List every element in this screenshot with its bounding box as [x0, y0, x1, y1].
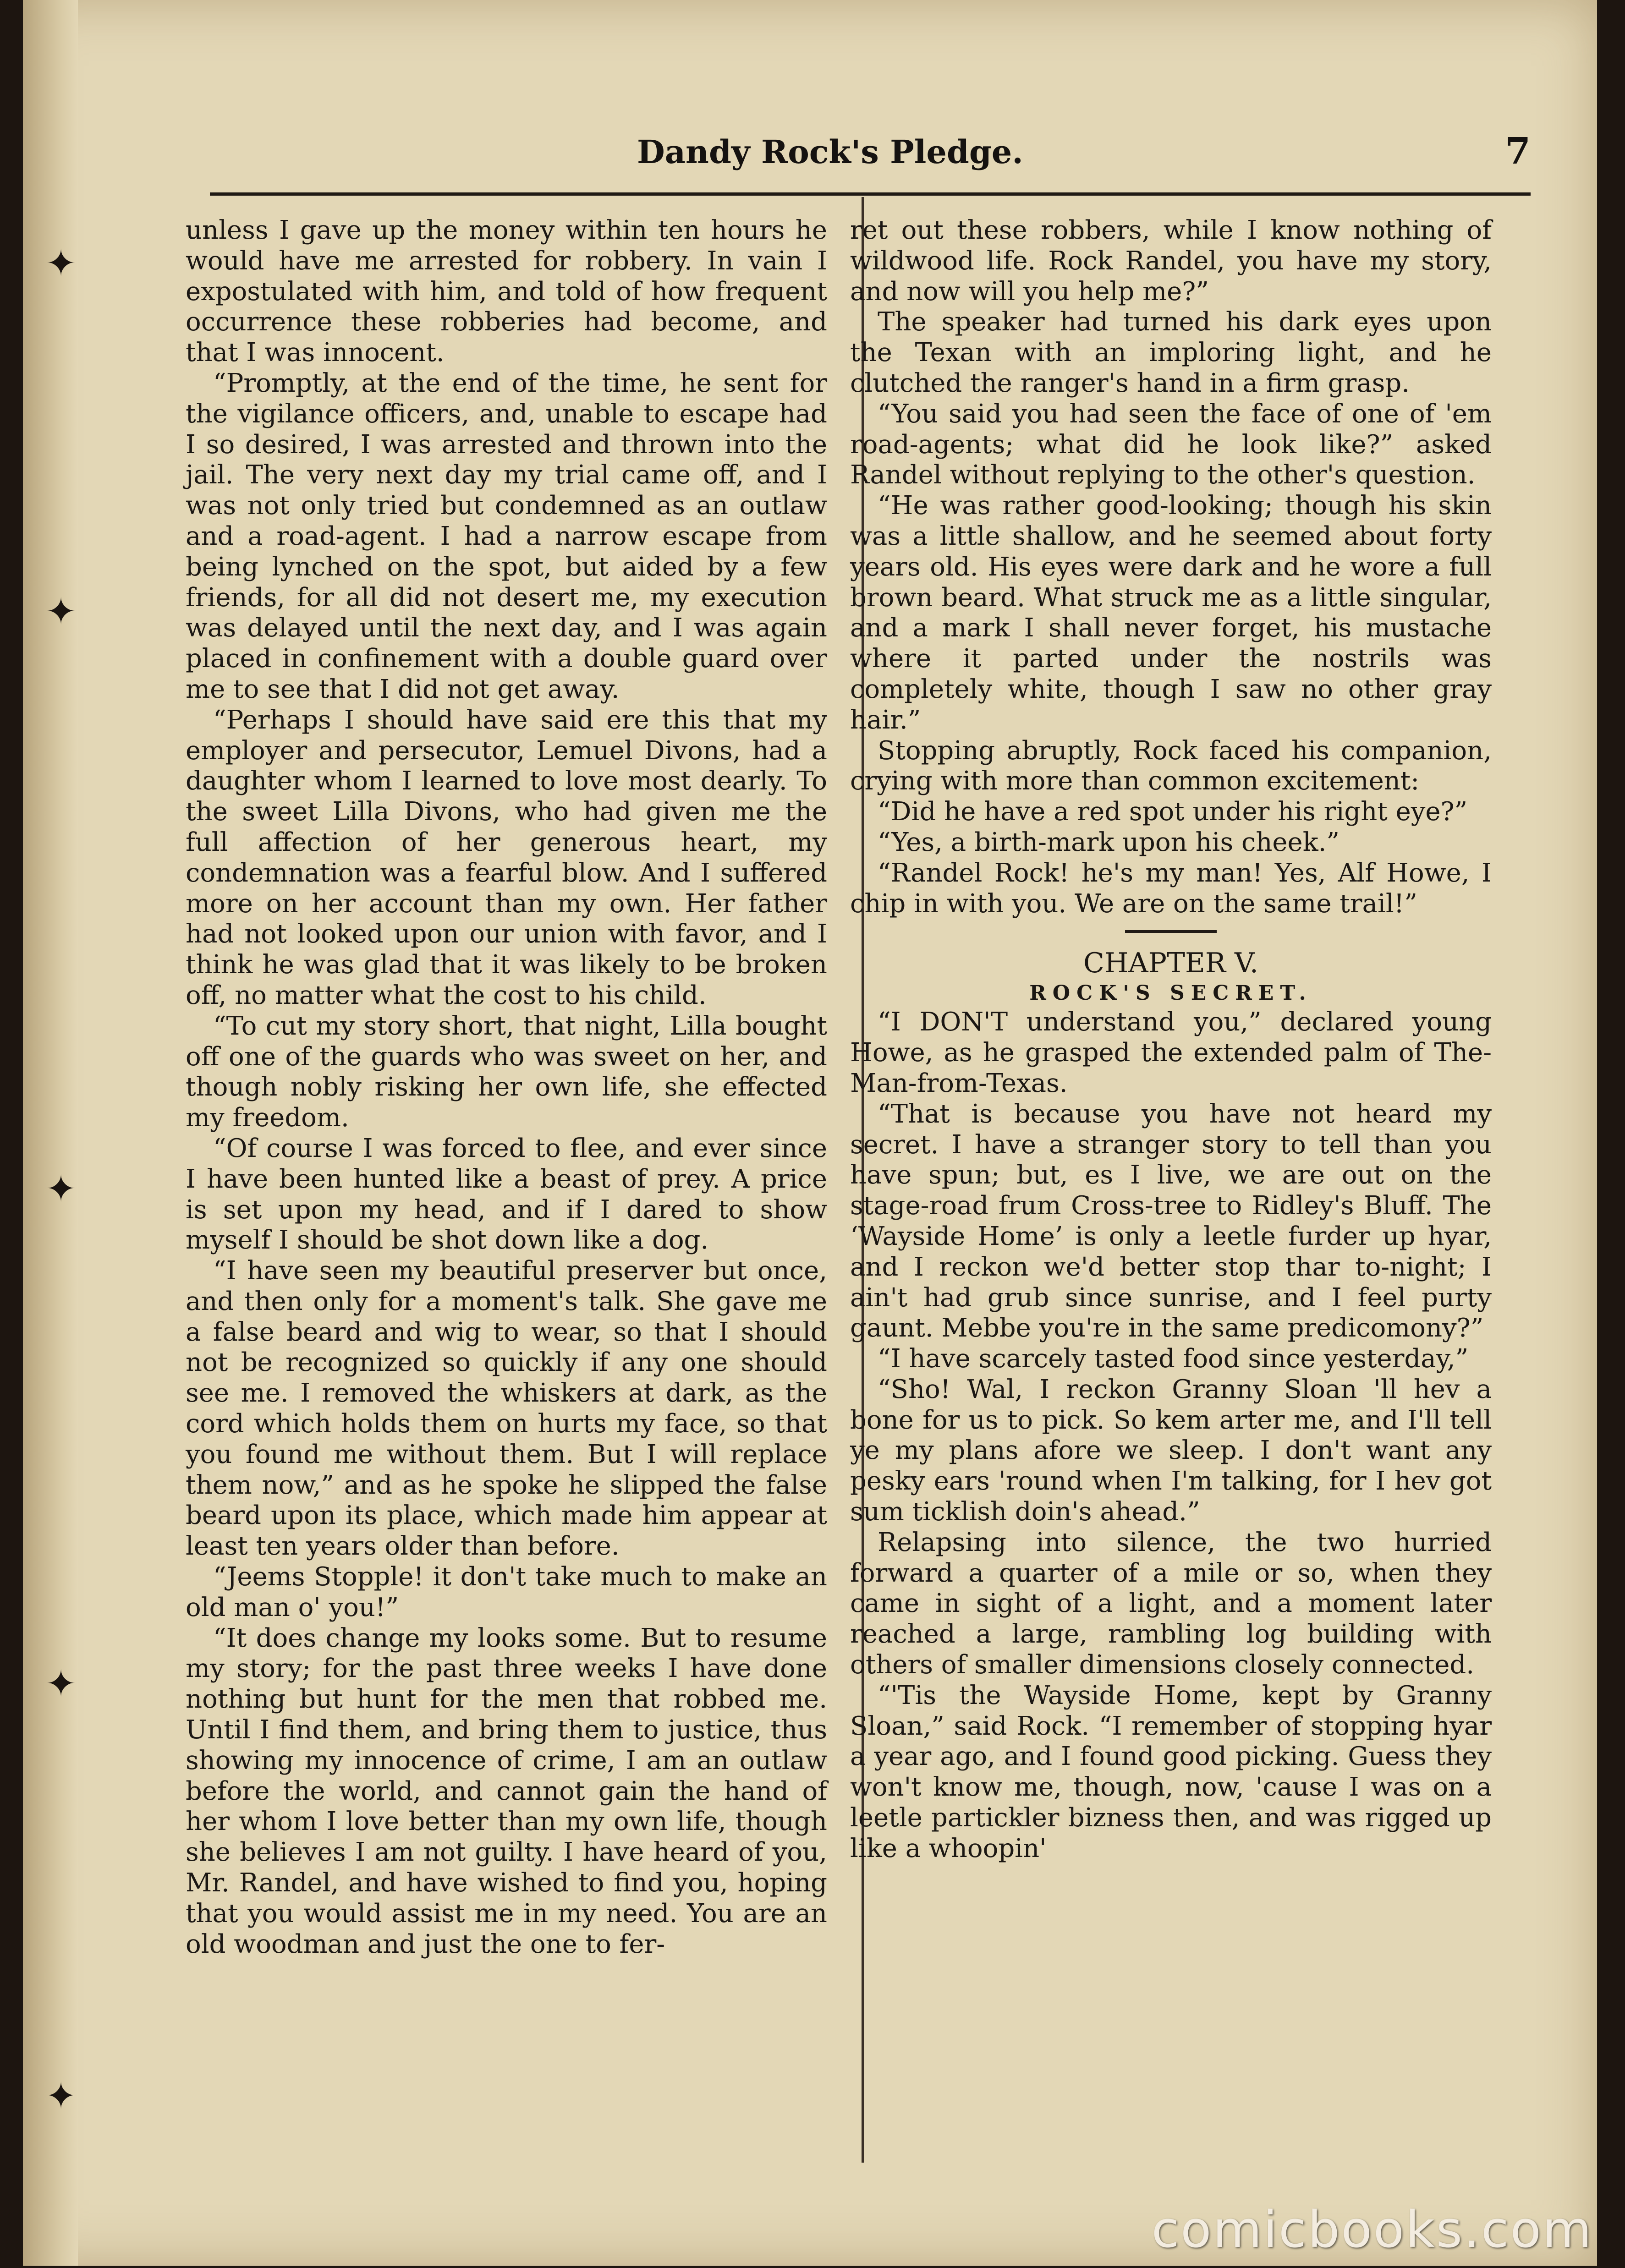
- paragraph: “'Tis the Wayside Home, kept by Granny Sloan,” said Rock. “I remember of stopping hyar a year ago, and I found good picking. Guess they won't know me, though, now, 'cause I was on a leetle partickler bizness then, and was rigged up like a whoopin': [850, 1680, 1492, 1863]
- binding-stitch-icon: ✦: [45, 1167, 77, 1210]
- chapter-separator: [1125, 930, 1217, 933]
- binding-spine: [23, 0, 78, 2266]
- paragraph: ret out these robbers, while I know nothing of wildwood life. Rock Randel, you have my story, and now will you help me?”: [850, 215, 1492, 307]
- binding-stitch-icon: ✦: [45, 1662, 77, 1705]
- binding-stitch-icon: ✦: [45, 590, 77, 633]
- paragraph: “You said you had seen the face of one of 'em road-agents; what did he look like?” asked Randel without replying to the other's question.: [850, 399, 1492, 490]
- binding-stitch-icon: ✦: [45, 2075, 77, 2117]
- paragraph: “It does change my looks some. But to resume my story; for the past three weeks I have done nothing but hunt for the men that robbed me. Until I find them, and bring them to justice, thus showing my innocence of crime, I am an outlaw before the world, and cannot gain the hand of her whom I love better than my own life, though she believes I am not guilty. I have heard of you, Mr. Randel, and have wished to find you, hoping that you would assist me in my need. You are an old woodman and just the one to fer-: [186, 1623, 827, 1959]
- paragraph: The speaker had turned his dark eyes upon the Texan with an imploring light, and he clutched the ranger's hand in a firm grasp.: [850, 307, 1492, 398]
- paragraph: unless I gave up the money within ten hours he would have me arrested for robbery. In vain I expostulated with him, and told of how frequent occurrence these robberies had become, and that I was innocent.: [186, 215, 827, 368]
- paragraph: “Perhaps I should have said ere this that my employer and persecutor, Lemuel Divons, had a daughter whom I learned to love most dearly. To the sweet Lilla Divons, who had given me the full affection of her generous heart, my condemnation was a fearful blow. And I suffered more on her account than my own. Her father had not looked upon our union with favor, and I think he was glad that it was likely to be broken off, no matter what the cost to his child.: [186, 705, 827, 1010]
- chapter-subtitle: ROCK'S SECRET.: [1029, 981, 1312, 1005]
- paragraph: Stopping abruptly, Rock faced his companion, crying with more than common excitement:: [850, 735, 1492, 796]
- paragraph: “Sho! Wal, I reckon Granny Sloan 'll hev a bone for us to pick. So kem arter me, and I'll tell ye my plans afore we sleep. I don't want any pesky ears 'round when I'm talking, for I hev got sum ticklish doin's ahead.”: [850, 1374, 1492, 1527]
- page-title: Dandy Rock's Pledge.: [637, 133, 1023, 171]
- paragraph: “I have seen my beautiful preserver but once, and then only for a moment's talk. She gave me a false beard and wig to wear, so that I should not be recognized so quickly if any one should see me. I removed the whiskers at dark, as the cord which holds them on hurts my face, so that you found me without them. But I will replace them now,” and as he spoke he slipped the false beard upon its place, which made him appear at least ten years older than before.: [186, 1256, 827, 1561]
- page-header: [637, 129, 1531, 188]
- left-column: [186, 215, 827, 1960]
- paragraph: “Of course I was forced to flee, and ever since I have been hunted like a beast of prey. A price is set upon my head, and if I dared to show myself I should be shot down like a dog.: [186, 1133, 827, 1255]
- paragraph: “Yes, a birth-mark upon his cheek.”: [878, 827, 1340, 857]
- watermark: comicbooks.com: [1151, 2200, 1593, 2259]
- page-number: 7: [1505, 129, 1531, 172]
- chapter-title: CHAPTER V.: [1083, 947, 1258, 980]
- paragraph: “Randel Rock! he's my man! Yes, Alf Howe, I chip in with you. We are on the same trail!”: [850, 858, 1492, 919]
- paragraph: Relapsing into silence, the two hurried forward a quarter of a mile or so, when they came in sight of a light, and a moment later reached a large, rambling log building with others of smaller dimensions closely connected.: [850, 1527, 1492, 1680]
- paragraph: “Promptly, at the end of the time, he sent for the vigilance officers, and, unable to escape had I so desired, I was arrested and thrown into the jail. The very next day my trial came off, and I was not only tried but condemned as an outlaw and a road-agent. I had a narrow escape from being lynched on the spot, but aided by a few friends, for all did not desert me, my execution was delayed until the next day, and I was again placed in confinement with a double guard over me to see that I did not get away.: [186, 368, 827, 704]
- paragraph: “Jeems Stopple! it don't take much to make an old man o' you!”: [186, 1562, 827, 1622]
- paragraph: “To cut my story short, that night, Lilla bought off one of the guards who was sweet on her, and though nobly risking her own life, she effected my freedom.: [186, 1011, 827, 1133]
- document-page: [23, 0, 1597, 2266]
- paragraph: “He was rather good-looking; though his skin was a little shallow, and he seemed about forty years old. His eyes were dark and he wore a full brown beard. What struck me as a little singular, and a mark I shall never forget, his mustache where it parted under the nostrils was completely white, though I saw no other gray hair.”: [850, 491, 1492, 735]
- right-column: [850, 215, 1492, 1864]
- header-rule: [210, 192, 1531, 196]
- paragraph: “I have scarcely tasted food since yesterday,”: [878, 1344, 1469, 1374]
- paragraph: “I DON'T understand you,” declared young Howe, as he grasped the extended palm of The-Man-from-Texas.: [850, 1007, 1492, 1098]
- binding-stitch-icon: ✦: [45, 242, 77, 285]
- paragraph: “That is because you have not heard my secret. I have a stranger story to tell than you have spun; but, es I live, we are out on the stage-road frum Cross-tree to Ridley's Bluff. The ‘Wayside Home’ is only a leetle furder up hyar, and I reckon we'd better stop thar to-night; I ain't had grub since sunrise, and I feel purty gaunt. Mebbe you're in the same predicomony?”: [850, 1099, 1492, 1343]
- paragraph: “Did he have a red spot under his right eye?”: [878, 797, 1468, 827]
